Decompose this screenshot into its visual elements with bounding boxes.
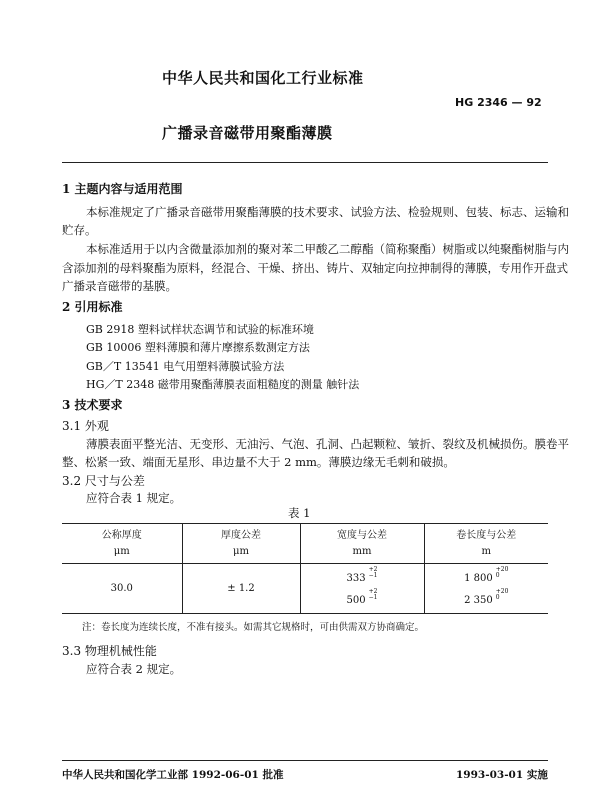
reference-item: GB 2918 塑料试样状态调节和试验的标准环境 [86, 323, 314, 336]
column-header [300, 524, 424, 564]
header-divider [62, 162, 548, 163]
reference-item: GB 10006 塑料薄膜和薄片摩擦系数测定方法 [86, 341, 310, 354]
column-unit: μm [113, 545, 130, 557]
section-1-para2-line1: 本标准适用于以内含微量添加剂的聚对苯二甲酸乙二醇酯（简称聚酯）树脂或以纯聚酯树脂与内 [86, 242, 569, 256]
column-unit: m [481, 545, 491, 557]
section-3-2-text: 应符合表 1 规定。 [86, 491, 182, 505]
section-2-heading: 2 引用标准 [62, 300, 123, 314]
section-1-para1-line2: 贮存。 [62, 223, 97, 237]
section-3-1-line1: 薄膜表面平整光洁、无变形、无油污、气泡、孔洞、凸起颗粒、皱折、裂纹及机械损伤。膜卷平 [86, 437, 569, 451]
width-cell [300, 564, 424, 614]
column-name: 卷长度与公差 [456, 529, 517, 541]
reference-item: HG／T 2348 磁带用聚酯薄膜表面粗糙度的测量 触针法 [86, 378, 360, 391]
section-1-para2-line3: 广播录音磁带的基膜。 [62, 279, 177, 293]
section-1-para1-line1: 本标准规定了广播录音磁带用聚酯薄膜的技术要求、试验方法、检验规则、包装、标志、运输和 [86, 205, 569, 219]
standard-number: HG 2346 — 92 [455, 96, 542, 109]
footer-divider [62, 760, 548, 761]
length-cell [424, 564, 548, 614]
table-row [62, 564, 548, 614]
table-1-note: 注：卷长度为连续长度，不准有接头。如需其它规格时，可由供需双方协商确定。 [82, 622, 425, 633]
length-value: 2 350 $^{+20 0}$ [464, 587, 509, 606]
table-1-caption: 表 1 [288, 506, 311, 520]
column-unit: mm [352, 545, 372, 557]
approval-statement: 中华人民共和国化学工业部 1992-06-01 批准 [62, 769, 284, 781]
reference-item: GB／T 13541 电气用塑料薄膜试验方法 [86, 360, 285, 373]
column-header [424, 524, 548, 564]
section-1-para2-line2: 含添加剂的母料聚酯为原料，经混合、干燥、挤出、铸片、双轴定向拉抻制得的薄膜，专用作开盘式 [62, 261, 568, 275]
ministry-title: 中华人民共和国化工行业标准 [162, 69, 364, 87]
thickness-cell: 30.0 [62, 564, 182, 614]
section-3-1-line2: 整、松紧一致、端面无星形、串边量不大于 2 mm。薄膜边缘无毛刺和破损。 [62, 455, 455, 469]
section-3-heading: 3 技术要求 [62, 398, 123, 412]
section-3-2-heading: 3.2 尺寸与公差 [62, 474, 145, 488]
document-title: 广播录音磁带用聚酯薄膜 [162, 124, 333, 142]
length-value: 1 800 $^{+20 0}$ [464, 565, 509, 584]
width-value: 333 $^{+2 -1}$ [346, 565, 378, 584]
thickness-tolerance-cell: ± 1.2 [182, 564, 300, 614]
table-1 [62, 523, 548, 614]
section-3-3-heading: 3.3 物理机械性能 [62, 644, 157, 658]
section-3-3-text: 应符合表 2 规定。 [86, 662, 182, 676]
column-name: 公称厚度 [101, 529, 142, 541]
effective-date: 1993-03-01 实施 [456, 769, 548, 781]
width-value: 500 $^{+2 -1}$ [346, 587, 378, 606]
column-header [182, 524, 300, 564]
column-name: 厚度公差 [221, 529, 261, 541]
column-header [62, 524, 182, 564]
section-1-heading: 1 主题内容与适用范围 [62, 182, 183, 196]
section-3-1-heading: 3.1 外观 [62, 419, 109, 433]
column-name: 宽度与公差 [337, 529, 387, 541]
column-unit: μm [233, 545, 249, 557]
